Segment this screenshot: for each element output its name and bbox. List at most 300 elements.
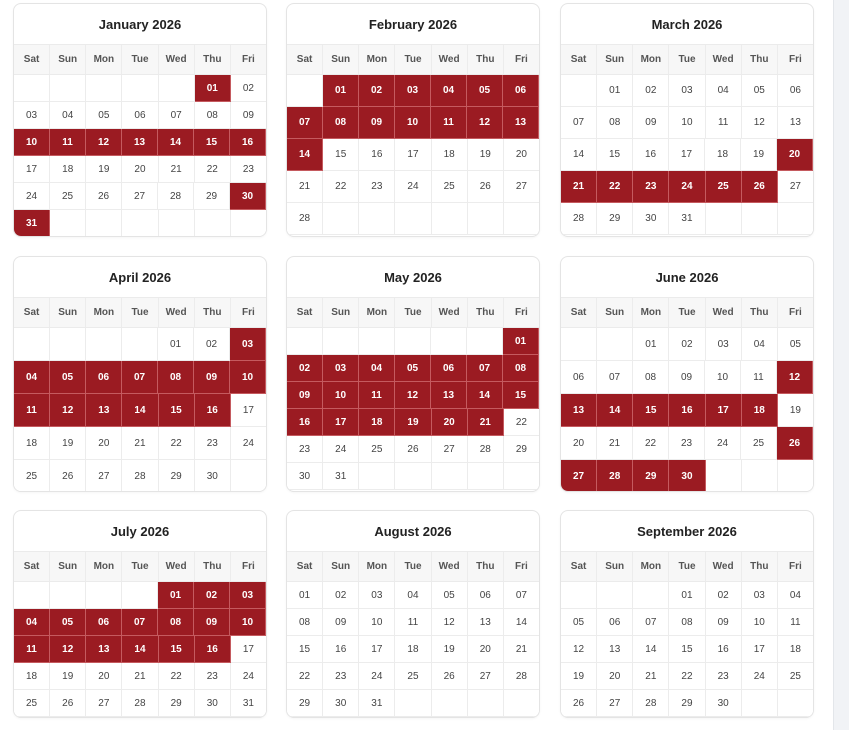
day-cell-selected[interactable]: 14 (597, 394, 633, 427)
day-cell[interactable]: 18 (432, 139, 468, 171)
day-cell-selected[interactable]: 03 (395, 75, 431, 107)
day-cell[interactable]: 07 (561, 107, 597, 139)
day-cell-selected[interactable]: 04 (431, 75, 467, 107)
day-cell[interactable]: 21 (122, 427, 158, 460)
day-cell-selected[interactable]: 20 (432, 409, 468, 436)
day-cell[interactable]: 09 (323, 609, 359, 636)
day-cell-selected[interactable]: 18 (359, 409, 395, 436)
day-cell-selected[interactable]: 01 (158, 582, 194, 609)
empty-day-cell (122, 328, 158, 361)
day-cell[interactable]: 30 (323, 690, 359, 717)
day-cell[interactable]: 23 (669, 427, 705, 460)
day-cell[interactable]: 23 (231, 156, 266, 183)
day-cell[interactable]: 26 (395, 436, 431, 463)
day-cell[interactable]: 22 (159, 663, 195, 690)
day-cell-selected[interactable]: 04 (359, 355, 395, 382)
day-cell-selected[interactable]: 13 (431, 382, 467, 409)
day-cell[interactable]: 27 (432, 436, 468, 463)
weekday-label: Wed (706, 45, 742, 74)
day-cell[interactable]: 02 (706, 582, 742, 609)
day-cell[interactable]: 31 (231, 690, 266, 717)
day-cell[interactable]: 17 (669, 139, 705, 171)
day-cell-selected[interactable]: 10 (230, 609, 266, 636)
day-cell-selected[interactable]: 06 (86, 609, 122, 636)
day-cell-selected[interactable]: 14 (158, 129, 194, 156)
day-cell-selected[interactable]: 22 (597, 171, 633, 203)
day-cell[interactable]: 09 (231, 102, 266, 129)
day-cell[interactable]: 30 (633, 203, 669, 235)
day-cell[interactable]: 01 (158, 328, 194, 361)
day-cell[interactable]: 19 (741, 139, 777, 171)
empty-day-cell (395, 690, 431, 717)
day-cell[interactable]: 25 (432, 171, 468, 203)
day-cell[interactable]: 29 (669, 690, 705, 717)
weekday-label: Sat (14, 298, 50, 327)
day-cell-selected[interactable]: 15 (194, 129, 230, 156)
day-cell[interactable]: 17 (359, 636, 395, 663)
day-cell-selected[interactable]: 14 (287, 139, 323, 171)
day-cell-selected[interactable]: 10 (395, 107, 431, 139)
day-cell[interactable]: 19 (561, 663, 597, 690)
day-cell[interactable]: 24 (395, 171, 431, 203)
day-cell[interactable]: 28 (504, 663, 539, 690)
day-cell[interactable]: 22 (159, 427, 195, 460)
day-cell[interactable]: 20 (86, 663, 122, 690)
day-cell-selected[interactable]: 18 (742, 394, 778, 427)
day-cell-selected[interactable]: 21 (561, 171, 597, 203)
day-cell[interactable]: 27 (468, 663, 504, 690)
day-cell-selected[interactable]: 06 (503, 75, 539, 107)
day-cell-selected[interactable]: 15 (159, 636, 195, 663)
day-cell[interactable]: 10 (705, 361, 741, 394)
day-cell[interactable]: 18 (14, 663, 50, 690)
day-cell[interactable]: 25 (395, 663, 431, 690)
day-cell-selected[interactable]: 14 (122, 394, 158, 427)
week-row (561, 171, 813, 203)
day-cell[interactable]: 23 (706, 663, 742, 690)
day-cell[interactable]: 22 (287, 663, 323, 690)
day-cell[interactable]: 05 (742, 75, 778, 107)
week-row (14, 156, 266, 183)
day-cell-selected[interactable]: 13 (503, 107, 539, 139)
day-cell[interactable]: 04 (50, 102, 86, 129)
day-cell-selected[interactable]: 03 (323, 355, 359, 382)
day-cell[interactable]: 20 (561, 427, 597, 460)
empty-day-cell (159, 210, 195, 237)
day-cell[interactable]: 26 (50, 690, 86, 717)
day-cell[interactable]: 21 (122, 663, 158, 690)
day-cell-selected[interactable]: 14 (467, 382, 503, 409)
day-cell[interactable]: 30 (287, 463, 323, 490)
day-cell[interactable]: 17 (231, 394, 266, 427)
day-cell[interactable]: 26 (86, 183, 122, 210)
day-cell[interactable]: 24 (231, 427, 266, 460)
day-cell-selected[interactable]: 08 (158, 361, 194, 394)
weekday-label: Sun (50, 298, 86, 327)
day-cell[interactable]: 25 (50, 183, 86, 210)
day-cell-selected[interactable]: 11 (50, 129, 86, 156)
day-cell-selected[interactable]: 07 (287, 107, 323, 139)
day-cell[interactable]: 29 (159, 460, 195, 492)
day-cell[interactable]: 04 (742, 328, 778, 361)
day-cell[interactable]: 07 (597, 361, 633, 394)
day-cell[interactable]: 29 (159, 690, 195, 717)
day-cell[interactable]: 08 (633, 361, 669, 394)
day-cell[interactable]: 16 (323, 636, 359, 663)
day-cell[interactable]: 07 (633, 609, 669, 636)
day-cell[interactable]: 17 (14, 156, 50, 183)
day-cell[interactable]: 29 (504, 436, 539, 463)
day-cell-selected[interactable]: 21 (468, 409, 504, 436)
weekday-label: Wed (159, 552, 195, 581)
day-cell[interactable]: 22 (323, 171, 359, 203)
day-cell[interactable]: 11 (706, 107, 742, 139)
day-cell[interactable]: 08 (669, 609, 705, 636)
day-cell[interactable]: 26 (50, 460, 86, 492)
day-cell[interactable]: 19 (432, 636, 468, 663)
day-cell-selected[interactable]: 12 (467, 107, 503, 139)
day-cell-selected[interactable]: 26 (777, 427, 813, 460)
day-cell-selected[interactable]: 16 (195, 636, 231, 663)
day-cell[interactable]: 30 (195, 460, 231, 492)
day-cell-selected[interactable]: 09 (194, 609, 230, 636)
day-cell-selected[interactable]: 04 (14, 361, 50, 394)
day-cell-selected[interactable]: 13 (86, 394, 122, 427)
day-cell[interactable]: 24 (14, 183, 50, 210)
day-cell[interactable]: 21 (159, 156, 195, 183)
day-cell[interactable]: 05 (778, 328, 813, 361)
day-cell[interactable]: 24 (359, 663, 395, 690)
day-cell-selected[interactable]: 10 (230, 361, 266, 394)
day-cell-selected[interactable]: 05 (467, 75, 503, 107)
day-cell[interactable]: 01 (669, 582, 705, 609)
day-cell[interactable]: 13 (597, 636, 633, 663)
day-cell-selected[interactable]: 05 (395, 355, 431, 382)
day-cell[interactable]: 22 (504, 409, 539, 436)
day-cell-selected[interactable]: 26 (742, 171, 778, 203)
day-cell[interactable]: 23 (195, 663, 231, 690)
day-cell[interactable]: 03 (669, 75, 705, 107)
day-cell-selected[interactable]: 28 (597, 460, 633, 492)
day-cell-selected[interactable]: 01 (323, 75, 359, 107)
day-cell[interactable]: 10 (742, 609, 778, 636)
day-cell-selected[interactable]: 13 (561, 394, 597, 427)
day-cell[interactable]: 18 (705, 139, 741, 171)
day-cell[interactable]: 04 (395, 582, 431, 609)
day-cell-selected[interactable]: 08 (503, 355, 539, 382)
day-cell[interactable]: 14 (633, 636, 669, 663)
day-cell[interactable]: 31 (323, 463, 359, 490)
day-cell[interactable]: 15 (287, 636, 323, 663)
day-cell[interactable]: 20 (122, 156, 158, 183)
day-cell[interactable]: 01 (633, 328, 669, 361)
day-cell-selected[interactable]: 09 (287, 382, 323, 409)
weekday-label: Fri (789, 307, 802, 318)
weekday-label: Sun (323, 552, 359, 581)
day-cell-selected[interactable]: 08 (323, 107, 359, 139)
empty-day-cell (468, 463, 504, 490)
day-cell[interactable]: 28 (561, 203, 597, 235)
day-cell[interactable]: 15 (323, 139, 359, 171)
day-cell-selected[interactable]: 29 (633, 460, 669, 492)
day-cell-selected[interactable]: 09 (194, 361, 230, 394)
day-cell-selected[interactable]: 17 (323, 409, 359, 436)
day-cell-selected[interactable]: 04 (14, 609, 50, 636)
week-row (561, 75, 813, 107)
day-cell-selected[interactable]: 24 (669, 171, 705, 203)
day-cell[interactable]: 28 (468, 436, 504, 463)
day-cell[interactable]: 24 (231, 663, 266, 690)
day-cell[interactable]: 07 (159, 102, 195, 129)
day-cell-selected[interactable]: 06 (86, 361, 122, 394)
day-cell-selected[interactable]: 27 (561, 460, 597, 492)
day-cell-selected[interactable]: 11 (431, 107, 467, 139)
day-cell[interactable]: 31 (669, 203, 705, 235)
day-cell-selected[interactable]: 23 (633, 171, 669, 203)
day-cell[interactable]: 08 (597, 107, 633, 139)
day-cell[interactable]: 24 (705, 427, 741, 460)
day-cell-selected[interactable]: 25 (706, 171, 742, 203)
day-cell[interactable]: 06 (778, 75, 813, 107)
weekday-label: Tue (122, 552, 158, 581)
empty-day-cell (504, 203, 539, 235)
month-calendar (13, 3, 267, 237)
week-row (561, 636, 813, 663)
day-cell-selected[interactable]: 12 (395, 382, 431, 409)
day-cell-selected[interactable]: 12 (50, 394, 86, 427)
day-cell-selected[interactable]: 01 (195, 75, 231, 102)
day-cell[interactable]: 27 (122, 183, 158, 210)
day-cell-selected[interactable]: 30 (669, 460, 705, 492)
day-cell[interactable]: 04 (778, 582, 813, 609)
day-cell[interactable]: 24 (742, 663, 778, 690)
day-cell-selected[interactable]: 07 (122, 609, 158, 636)
empty-day-cell (323, 328, 359, 355)
weekday-label: Mon (86, 298, 122, 327)
day-cell[interactable]: 22 (669, 663, 705, 690)
day-cell-selected[interactable]: 16 (195, 394, 231, 427)
day-cell-selected[interactable]: 09 (359, 107, 395, 139)
day-cell[interactable]: 05 (432, 582, 468, 609)
day-cell[interactable]: 23 (195, 427, 231, 460)
day-cell[interactable]: 18 (14, 427, 50, 460)
day-cell[interactable]: 13 (468, 609, 504, 636)
day-cell[interactable]: 21 (597, 427, 633, 460)
day-cell[interactable]: 12 (742, 107, 778, 139)
day-cell[interactable]: 08 (195, 102, 231, 129)
day-cell-selected[interactable]: 16 (230, 129, 266, 156)
day-cell[interactable]: 20 (86, 427, 122, 460)
day-cell[interactable]: 30 (706, 690, 742, 717)
day-cell[interactable]: 02 (231, 75, 266, 102)
day-cell[interactable]: 28 (122, 460, 158, 492)
day-cell-selected[interactable]: 02 (287, 355, 323, 382)
day-cell[interactable]: 05 (86, 102, 122, 129)
day-cell[interactable]: 03 (14, 102, 50, 129)
day-cell[interactable]: 19 (778, 394, 813, 427)
day-cell[interactable]: 26 (468, 171, 504, 203)
day-cell-selected[interactable]: 15 (159, 394, 195, 427)
day-cell[interactable]: 31 (359, 690, 395, 717)
day-cell-selected[interactable]: 13 (122, 129, 158, 156)
scrollbar[interactable] (833, 0, 849, 730)
day-cell[interactable]: 22 (195, 156, 231, 183)
day-cell[interactable]: 24 (323, 436, 359, 463)
day-cell-selected[interactable]: 16 (669, 394, 705, 427)
day-cell[interactable]: 02 (633, 75, 669, 107)
day-cell[interactable]: 17 (231, 636, 266, 663)
day-cell[interactable]: 25 (778, 663, 813, 690)
day-cell[interactable]: 03 (706, 328, 742, 361)
day-cell[interactable]: 18 (395, 636, 431, 663)
day-cell[interactable]: 16 (706, 636, 742, 663)
day-cell[interactable]: 03 (742, 582, 778, 609)
day-cell[interactable]: 22 (633, 427, 669, 460)
day-cell[interactable]: 29 (194, 183, 230, 210)
day-cell[interactable]: 18 (50, 156, 86, 183)
weekday-label: Mon (359, 298, 395, 327)
day-cell[interactable]: 21 (633, 663, 669, 690)
day-cell[interactable]: 09 (669, 361, 705, 394)
day-cell[interactable]: 17 (742, 636, 778, 663)
day-cell[interactable]: 19 (50, 427, 86, 460)
day-cell[interactable]: 07 (504, 582, 539, 609)
day-cell-selected[interactable]: 11 (359, 382, 395, 409)
day-cell-selected[interactable]: 10 (14, 129, 50, 156)
day-cell[interactable]: 25 (14, 460, 50, 492)
day-cell[interactable]: 12 (432, 609, 468, 636)
day-cell[interactable]: 26 (561, 690, 597, 717)
day-cell-selected[interactable]: 08 (158, 609, 194, 636)
day-cell[interactable]: 27 (86, 690, 122, 717)
day-cell[interactable]: 16 (359, 139, 395, 171)
day-cell[interactable]: 10 (669, 107, 705, 139)
day-cell[interactable]: 19 (86, 156, 122, 183)
day-cell-selected[interactable]: 15 (633, 394, 669, 427)
day-cell[interactable]: 02 (323, 582, 359, 609)
day-cell[interactable]: 27 (778, 171, 813, 203)
day-cell-selected[interactable]: 03 (230, 582, 266, 609)
weekday-label: Sat (561, 298, 597, 327)
day-cell[interactable]: 11 (395, 609, 431, 636)
empty-day-cell (50, 582, 86, 609)
day-cell[interactable]: 14 (561, 139, 597, 171)
day-cell-selected[interactable]: 11 (14, 394, 50, 427)
day-cell[interactable]: 15 (597, 139, 633, 171)
day-cell[interactable]: 26 (432, 663, 468, 690)
day-cell[interactable]: 03 (359, 582, 395, 609)
day-cell[interactable]: 02 (669, 328, 705, 361)
day-cell[interactable]: 20 (504, 139, 539, 171)
day-cell[interactable]: 19 (50, 663, 86, 690)
day-cell-selected[interactable]: 02 (194, 582, 230, 609)
day-cell[interactable]: 06 (561, 361, 597, 394)
day-cell-selected[interactable]: 17 (706, 394, 742, 427)
day-cell[interactable]: 18 (778, 636, 813, 663)
day-cell[interactable]: 21 (287, 171, 323, 203)
day-cell[interactable]: 23 (323, 663, 359, 690)
day-cell[interactable]: 05 (561, 609, 597, 636)
day-cell-selected[interactable]: 05 (50, 609, 86, 636)
day-cell[interactable]: 29 (597, 203, 633, 235)
day-cell[interactable]: 15 (669, 636, 705, 663)
day-cell-selected[interactable]: 01 (503, 328, 539, 355)
day-cell-selected[interactable]: 05 (50, 361, 86, 394)
day-cell[interactable]: 09 (706, 609, 742, 636)
day-cell[interactable]: 06 (468, 582, 504, 609)
day-cell[interactable]: 06 (122, 102, 158, 129)
day-cell[interactable]: 30 (195, 690, 231, 717)
day-cell[interactable]: 08 (287, 609, 323, 636)
day-cell-selected[interactable]: 12 (86, 129, 122, 156)
day-cell[interactable]: 25 (359, 436, 395, 463)
day-cell[interactable]: 19 (468, 139, 504, 171)
day-cell-selected[interactable]: 16 (287, 409, 323, 436)
day-cell-selected[interactable]: 07 (122, 361, 158, 394)
day-cell-selected[interactable]: 20 (777, 139, 813, 171)
day-cell[interactable]: 14 (504, 609, 539, 636)
day-cell[interactable]: 17 (395, 139, 431, 171)
day-cell[interactable]: 28 (158, 183, 194, 210)
empty-day-cell (778, 203, 813, 235)
day-cell-selected[interactable]: 19 (395, 409, 431, 436)
day-cell[interactable]: 01 (287, 582, 323, 609)
day-cell[interactable]: 09 (633, 107, 669, 139)
day-cell-selected[interactable]: 10 (323, 382, 359, 409)
day-cell[interactable]: 02 (194, 328, 230, 361)
day-cell-selected[interactable]: 13 (86, 636, 122, 663)
day-cell-selected[interactable]: 03 (230, 328, 266, 361)
day-cell[interactable]: 29 (287, 690, 323, 717)
day-cell[interactable]: 06 (597, 609, 633, 636)
day-cell[interactable]: 16 (633, 139, 669, 171)
day-cell[interactable]: 11 (741, 361, 777, 394)
day-cell[interactable]: 12 (561, 636, 597, 663)
day-cell[interactable]: 04 (706, 75, 742, 107)
day-cell[interactable]: 28 (122, 690, 158, 717)
day-cell-selected[interactable]: 06 (431, 355, 467, 382)
day-cell-selected[interactable]: 07 (467, 355, 503, 382)
day-cell-selected[interactable]: 12 (50, 636, 86, 663)
day-cell[interactable]: 20 (468, 636, 504, 663)
day-cell[interactable]: 23 (359, 171, 395, 203)
day-cell-selected[interactable]: 30 (230, 183, 266, 210)
month-title: February 2026 (368, 16, 458, 32)
day-cell-selected[interactable]: 15 (503, 382, 539, 409)
day-cell[interactable]: 11 (778, 609, 813, 636)
day-cell[interactable]: 27 (504, 171, 539, 203)
day-cell[interactable]: 27 (597, 690, 633, 717)
day-cell-selected[interactable]: 31 (14, 210, 50, 237)
day-cell[interactable]: 25 (741, 427, 777, 460)
day-cell-selected[interactable]: 11 (14, 636, 50, 663)
day-cell[interactable]: 20 (597, 663, 633, 690)
day-cell[interactable]: 23 (287, 436, 323, 463)
day-cell[interactable]: 21 (504, 636, 539, 663)
day-cell-selected[interactable]: 02 (359, 75, 395, 107)
day-cell[interactable]: 25 (14, 690, 50, 717)
empty-day-cell (14, 328, 50, 361)
day-cell[interactable]: 28 (287, 203, 323, 235)
empty-day-cell (50, 210, 86, 237)
day-cell[interactable]: 27 (86, 460, 122, 492)
day-cell[interactable]: 01 (597, 75, 633, 107)
day-cell-selected[interactable]: 14 (122, 636, 158, 663)
day-cell[interactable]: 28 (633, 690, 669, 717)
day-cell[interactable]: 13 (778, 107, 813, 139)
day-cell[interactable]: 10 (359, 609, 395, 636)
day-cell-selected[interactable]: 12 (777, 361, 813, 394)
